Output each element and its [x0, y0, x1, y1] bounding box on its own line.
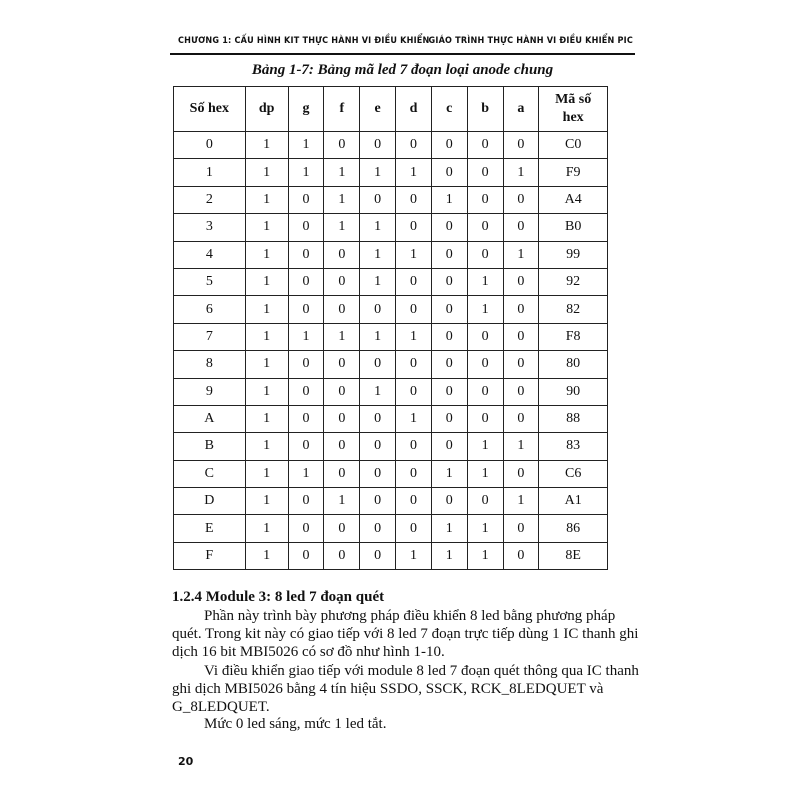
table-cell: 0 — [503, 214, 539, 241]
table-cell: 9 — [174, 378, 246, 405]
table-cell: 1 — [467, 433, 503, 460]
table-cell: 0 — [503, 378, 539, 405]
table-cell: 1 — [245, 488, 288, 515]
table-row — [174, 488, 608, 515]
table-cell: 1 — [396, 159, 432, 186]
table-cell: 0 — [360, 542, 396, 569]
table-cell: 0 — [431, 351, 467, 378]
table-cell: 1 — [396, 241, 432, 268]
table-cell: 0 — [324, 132, 360, 159]
table-cell: 0 — [360, 296, 396, 323]
table-cell: 0 — [431, 296, 467, 323]
table-cell: 1 — [360, 378, 396, 405]
table-cell: 1 — [360, 323, 396, 350]
table-row — [174, 186, 608, 213]
table-cell: 0 — [288, 515, 324, 542]
column-header: Số hex — [174, 87, 246, 132]
table-cell: 1 — [324, 323, 360, 350]
table-cell: C6 — [539, 460, 608, 487]
table-cell: 0 — [431, 405, 467, 432]
table-cell: 1 — [467, 268, 503, 295]
table-cell: 0 — [467, 488, 503, 515]
table-cell: 0 — [467, 405, 503, 432]
table-cell: 0 — [467, 351, 503, 378]
table-cell: 0 — [431, 214, 467, 241]
column-header: f — [324, 87, 360, 132]
table-cell: 0 — [288, 296, 324, 323]
table-cell: 1 — [360, 214, 396, 241]
table-row — [174, 132, 608, 159]
paragraph: Vi điều khiển giao tiếp với module 8 led 7 đoạn quét thông qua IC thanh ghi dịch MBI5026 bằng 4 tín hiệu SSDO, SSCK, RCK_8LEDQUET và G_8LEDQUET. — [172, 663, 639, 715]
table-cell: 1 — [245, 296, 288, 323]
table-row — [174, 323, 608, 350]
table-cell: 0 — [431, 241, 467, 268]
table-cell: 0 — [360, 132, 396, 159]
table-cell: 0 — [360, 488, 396, 515]
table-cell: 0 — [360, 515, 396, 542]
seven-segment-code-table — [173, 86, 608, 570]
table-cell: 0 — [396, 433, 432, 460]
table-cell: B — [174, 433, 246, 460]
table-cell: 0 — [503, 515, 539, 542]
table-cell: 1 — [245, 460, 288, 487]
table-cell: 1 — [288, 460, 324, 487]
table-cell: 4 — [174, 241, 246, 268]
table-cell: 0 — [360, 405, 396, 432]
table-cell: 0 — [396, 268, 432, 295]
column-header: a — [503, 87, 539, 132]
table-cell: 1 — [360, 159, 396, 186]
table-cell: 0 — [431, 323, 467, 350]
table-cell: 0 — [288, 241, 324, 268]
table-cell: 0 — [503, 460, 539, 487]
table-cell: 0 — [431, 159, 467, 186]
table-cell: 99 — [539, 241, 608, 268]
section-heading: 1.2.4 Module 3: 8 led 7 đoạn quét — [172, 589, 385, 605]
table-row — [174, 241, 608, 268]
table-header-row — [174, 87, 608, 132]
table-cell: 1 — [467, 296, 503, 323]
table-row — [174, 515, 608, 542]
table-cell: F — [174, 542, 246, 569]
table-cell: 0 — [360, 186, 396, 213]
table-cell: 1 — [245, 351, 288, 378]
table-cell: 0 — [396, 186, 432, 213]
table-cell: 0 — [467, 186, 503, 213]
table-cell: 1 — [245, 433, 288, 460]
table-cell: 1 — [324, 214, 360, 241]
table-cell: 0 — [503, 268, 539, 295]
table-cell: 0 — [360, 460, 396, 487]
table-cell: 1 — [431, 460, 467, 487]
table-cell: 0 — [396, 460, 432, 487]
column-header: c — [431, 87, 467, 132]
table-cell: 0 — [360, 433, 396, 460]
table-cell: 1 — [396, 405, 432, 432]
table-cell: 1 — [245, 268, 288, 295]
table-cell: 1 — [360, 241, 396, 268]
table-cell: 1 — [503, 488, 539, 515]
table-cell: 82 — [539, 296, 608, 323]
paragraph: Mức 0 led sáng, mức 1 led tắt. — [204, 716, 387, 732]
table-cell: 0 — [324, 460, 360, 487]
table-cell: 0 — [288, 351, 324, 378]
table-cell: 0 — [396, 378, 432, 405]
header-divider — [170, 53, 635, 55]
table-cell: 1 — [431, 515, 467, 542]
table-cell: 1 — [503, 433, 539, 460]
table-row — [174, 214, 608, 241]
table-cell: 1 — [245, 515, 288, 542]
table-cell: 1 — [324, 186, 360, 213]
table-cell: 0 — [396, 214, 432, 241]
table-cell: 1 — [360, 268, 396, 295]
table-caption: Bảng 1-7: Bảng mã led 7 đoạn loại anode chung — [251, 62, 554, 78]
table-cell: F9 — [539, 159, 608, 186]
table-cell: 1 — [245, 405, 288, 432]
table-cell: 0 — [324, 405, 360, 432]
table-cell: 1 — [324, 159, 360, 186]
table-row — [174, 159, 608, 186]
column-header: b — [467, 87, 503, 132]
table-cell: 7 — [174, 323, 246, 350]
table-row — [174, 296, 608, 323]
table-row — [174, 268, 608, 295]
header-chapter-title: CHƯƠNG 1: CẤU HÌNH KIT THỰC HÀNH VI ĐIỀU KHIỂN — [178, 36, 430, 46]
column-header: dp — [245, 87, 288, 132]
table-cell: 86 — [539, 515, 608, 542]
table-cell: 0 — [288, 488, 324, 515]
table-cell: 0 — [431, 132, 467, 159]
table-cell: 88 — [539, 405, 608, 432]
table-cell: 0 — [467, 323, 503, 350]
table-cell: 1 — [396, 323, 432, 350]
table-cell: 1 — [324, 488, 360, 515]
table-cell: 0 — [174, 132, 246, 159]
table-cell: 0 — [396, 351, 432, 378]
table-cell: 0 — [431, 488, 467, 515]
table-cell: 0 — [324, 542, 360, 569]
table-cell: 0 — [396, 515, 432, 542]
table-cell: 92 — [539, 268, 608, 295]
table-cell: 1 — [467, 542, 503, 569]
table-cell: 1 — [245, 186, 288, 213]
table-cell: 90 — [539, 378, 608, 405]
table-cell: A — [174, 405, 246, 432]
table-cell: 1 — [288, 323, 324, 350]
table-cell: 0 — [431, 378, 467, 405]
table-cell: 1 — [503, 159, 539, 186]
table-cell: 0 — [467, 378, 503, 405]
header-book-title: GIÁO TRÌNH THỰC HÀNH VI ĐIỀU KHIỂN PIC — [428, 36, 633, 46]
paragraph: Phần này trình bày phương pháp điều khiển 8 led bằng phương pháp quét. Trong kit này có giao tiếp với 8 led 7 đoạn trực tiếp dùng 1 IC thanh ghi dịch 16 bit MBI5026 có sơ đồ như hình 1-10. — [172, 608, 639, 660]
table-cell: 0 — [503, 186, 539, 213]
table-cell: 0 — [503, 351, 539, 378]
table-cell: 0 — [288, 378, 324, 405]
table-body — [174, 132, 608, 570]
table-cell: 1 — [245, 214, 288, 241]
table-cell: C0 — [539, 132, 608, 159]
table-cell: 0 — [503, 296, 539, 323]
table-cell: F8 — [539, 323, 608, 350]
table-cell: 0 — [467, 159, 503, 186]
table-cell: 0 — [503, 542, 539, 569]
column-header: d — [396, 87, 432, 132]
table-cell: 0 — [324, 433, 360, 460]
table-cell: 0 — [360, 351, 396, 378]
table-cell: 0 — [396, 488, 432, 515]
table-cell: 1 — [245, 241, 288, 268]
table-cell: 6 — [174, 296, 246, 323]
table-cell: 1 — [288, 132, 324, 159]
table-row — [174, 542, 608, 569]
table-cell: 0 — [503, 132, 539, 159]
table-cell: 0 — [288, 268, 324, 295]
table-cell: D — [174, 488, 246, 515]
table-cell: 1 — [467, 460, 503, 487]
table-cell: 0 — [288, 214, 324, 241]
page-number: 20 — [178, 755, 194, 768]
table-cell: 0 — [324, 515, 360, 542]
table-cell: 0 — [288, 433, 324, 460]
table-cell: 0 — [324, 351, 360, 378]
table-cell: 1 — [431, 542, 467, 569]
table-cell: A4 — [539, 186, 608, 213]
table-cell: 0 — [431, 433, 467, 460]
table-cell: 0 — [503, 323, 539, 350]
table-cell: 0 — [396, 296, 432, 323]
table-cell: A1 — [539, 488, 608, 515]
table-row — [174, 378, 608, 405]
table-cell: 0 — [288, 186, 324, 213]
table-cell: 2 — [174, 186, 246, 213]
table-cell: 1 — [431, 186, 467, 213]
table-cell: 80 — [539, 351, 608, 378]
column-header: Mã số hex — [539, 87, 608, 132]
table-cell: 83 — [539, 433, 608, 460]
table-cell: 1 — [396, 542, 432, 569]
table-row — [174, 433, 608, 460]
table-cell: C — [174, 460, 246, 487]
table-cell: 0 — [503, 405, 539, 432]
table-cell: 1 — [503, 241, 539, 268]
table-cell: E — [174, 515, 246, 542]
table-cell: 0 — [324, 296, 360, 323]
table-cell: 0 — [324, 378, 360, 405]
table-cell: 8E — [539, 542, 608, 569]
table-cell: 0 — [467, 132, 503, 159]
table-cell: 0 — [324, 241, 360, 268]
table-cell: 8 — [174, 351, 246, 378]
table-cell: 1 — [245, 323, 288, 350]
column-header: g — [288, 87, 324, 132]
table-cell: 1 — [245, 159, 288, 186]
table-cell: 5 — [174, 268, 246, 295]
table-cell: 0 — [467, 214, 503, 241]
table-cell: 0 — [396, 132, 432, 159]
table-row — [174, 460, 608, 487]
table-cell: 0 — [431, 268, 467, 295]
table-cell: 0 — [324, 268, 360, 295]
table-cell: 1 — [245, 132, 288, 159]
running-header — [178, 36, 633, 52]
table-cell: 1 — [467, 515, 503, 542]
table-cell: 3 — [174, 214, 246, 241]
table-cell: 1 — [245, 542, 288, 569]
table-cell: 0 — [288, 405, 324, 432]
table-cell: 0 — [467, 241, 503, 268]
table-cell: 1 — [288, 159, 324, 186]
table-row — [174, 351, 608, 378]
table-cell: 1 — [245, 378, 288, 405]
table-row — [174, 405, 608, 432]
table-cell: B0 — [539, 214, 608, 241]
table-cell: 1 — [174, 159, 246, 186]
table-cell: 0 — [288, 542, 324, 569]
column-header: e — [360, 87, 396, 132]
